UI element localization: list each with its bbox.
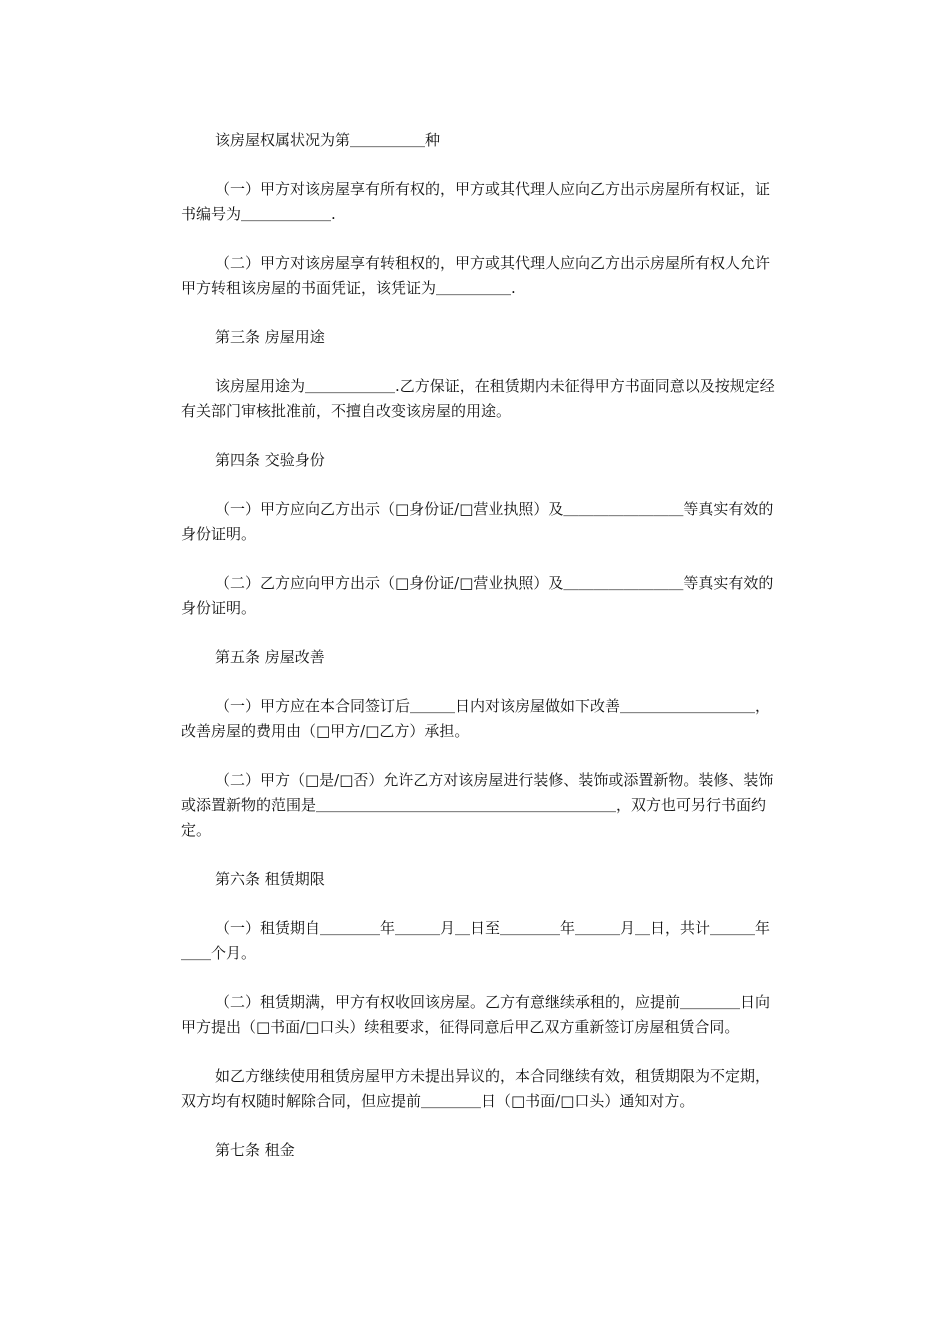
paragraph-party-b-identity: （二）乙方应向甲方出示（□身份证/□营业执照）及＿＿＿＿＿＿＿＿等真实有效的身份证明。	[181, 574, 774, 617]
paragraph-ownership-certificate: （一）甲方对该房屋享有所有权的，甲方或其代理人应向乙方出示房屋所有权证，证书编号为＿＿＿＿＿＿.	[181, 180, 771, 223]
paragraph-improvement: （一）甲方应在本合同签订后＿＿＿日内对该房屋做如下改善＿＿＿＿＿＿＿＿＿，改善房屋的费用由（□甲方/□乙方）承担。	[181, 697, 771, 740]
paragraph-continued-use: 如乙方继续使用租赁房屋甲方未提出异议的，本合同继续有效，租赁期限为不定期，双方均有权随时解除合同，但应提前＿＿＿＿日（□书面/□口头）通知对方。	[181, 1067, 771, 1110]
paragraph-renovation: （二）甲方（□是/□否）允许乙方对该房屋进行装修、装饰或添置新物。装修、装饰或添置新物的范围是＿＿＿＿＿＿＿＿＿＿＿＿＿＿＿＿＿＿＿＿，双方也可另行书面约定。	[181, 771, 774, 839]
paragraph-lease-expiry: （二）租赁期满，甲方有权收回该房屋。乙方有意继续承租的，应提前＿＿＿＿日向甲方提出（□书面/□口头）续租要求，征得同意后甲乙双方重新签订房屋租赁合同。	[181, 993, 771, 1036]
paragraph-lease-term: （一）租赁期自＿＿＿＿年＿＿＿月＿日至＿＿＿＿年＿＿＿月＿日，共计＿＿＿年＿＿个月。	[181, 919, 771, 962]
article-5-heading: 第五条 房屋改善	[215, 648, 325, 666]
article-3-heading: 第三条 房屋用途	[215, 328, 325, 346]
document-body	[181, 128, 775, 1163]
article-4-heading: 第四条 交验身份	[215, 451, 325, 469]
paragraph-house-use: 该房屋用途为＿＿＿＿＿＿.乙方保证，在租赁期内未征得甲方书面同意以及按规定经有关部门审核批准前，不擅自改变该房屋的用途。	[181, 377, 775, 420]
paragraph-party-a-identity: （一）甲方应向乙方出示（□身份证/□营业执照）及＿＿＿＿＿＿＿＿等真实有效的身份证明。	[181, 500, 774, 543]
paragraph-sublease-right: （二）甲方对该房屋享有转租权的，甲方或其代理人应向乙方出示房屋所有权人允许甲方转租该房屋的书面凭证，该凭证为＿＿＿＿＿.	[181, 254, 771, 297]
article-7-heading: 第七条 租金	[215, 1141, 295, 1159]
paragraph-ownership-status: 该房屋权属状况为第＿＿＿＿＿种	[215, 131, 441, 149]
article-6-heading: 第六条 租赁期限	[215, 870, 325, 888]
